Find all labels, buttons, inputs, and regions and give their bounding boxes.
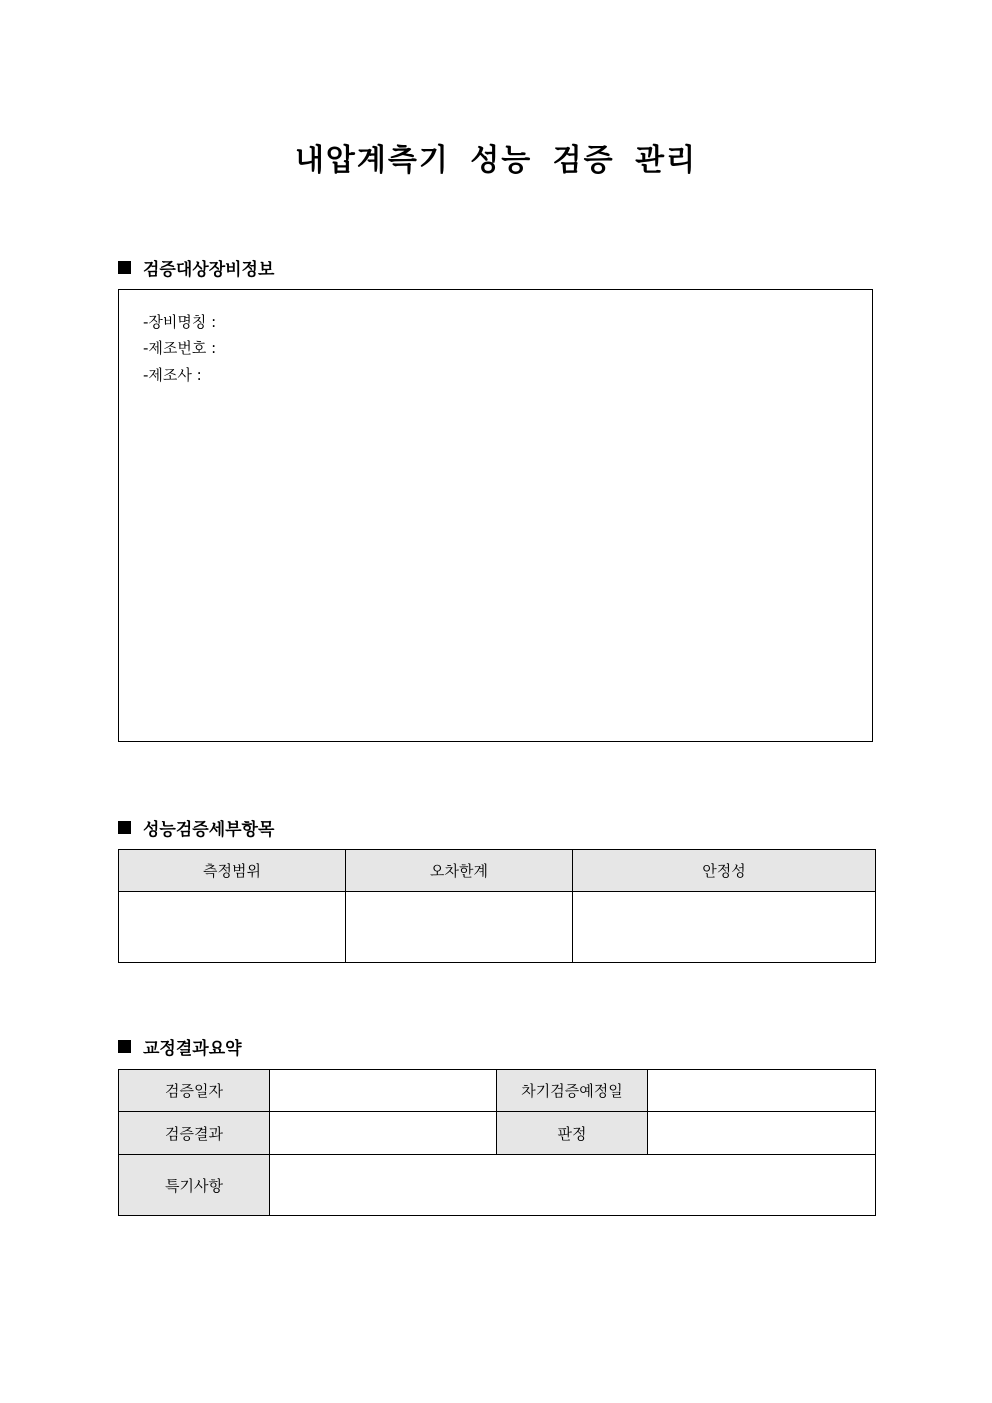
section-heading-details — [118, 815, 274, 840]
square-bullet-icon — [118, 261, 131, 274]
judgement-label: 판정 — [497, 1112, 648, 1155]
verify-date-label: 검증일자 — [119, 1070, 270, 1112]
table-row — [119, 1070, 876, 1112]
remarks-field[interactable] — [270, 1155, 876, 1216]
stability-cell[interactable] — [573, 892, 876, 963]
table-row — [119, 892, 876, 963]
table-row — [119, 1155, 876, 1216]
result-field[interactable] — [270, 1112, 497, 1155]
result-label: 검증결과 — [119, 1112, 270, 1155]
next-date-label: 차기검증예정일 — [497, 1070, 648, 1112]
details-table — [118, 849, 876, 963]
equipment-info-box[interactable] — [118, 289, 873, 742]
column-header-error-limit: 오차한계 — [346, 850, 573, 892]
column-header-stability: 안정성 — [573, 850, 876, 892]
section-heading-equipment — [118, 255, 274, 280]
section-heading-summary — [118, 1034, 242, 1059]
square-bullet-icon — [118, 821, 131, 834]
error-limit-cell[interactable] — [346, 892, 573, 963]
table-row — [119, 1112, 876, 1155]
column-header-measure-range: 측정범위 — [119, 850, 346, 892]
summary-table — [118, 1069, 876, 1216]
manufacturer-line: -제조사 : — [143, 366, 202, 384]
section-heading-label: 교정결과요약 — [143, 1039, 242, 1059]
table-header-row — [119, 850, 876, 892]
square-bullet-icon — [118, 1040, 131, 1053]
next-date-field[interactable] — [648, 1070, 876, 1112]
measure-range-cell[interactable] — [119, 892, 346, 963]
verify-date-field[interactable] — [270, 1070, 497, 1112]
equipment-name-line: -장비명칭 : — [143, 313, 217, 331]
serial-number-line: -제조번호 : — [143, 339, 217, 357]
page-title: 내압계측기 성능 검증 관리 — [294, 143, 698, 178]
judgement-field[interactable] — [648, 1112, 876, 1155]
remarks-label: 특기사항 — [119, 1155, 270, 1216]
section-heading-label: 성능검증세부항목 — [143, 820, 275, 840]
section-heading-label: 검증대상장비정보 — [143, 260, 275, 280]
